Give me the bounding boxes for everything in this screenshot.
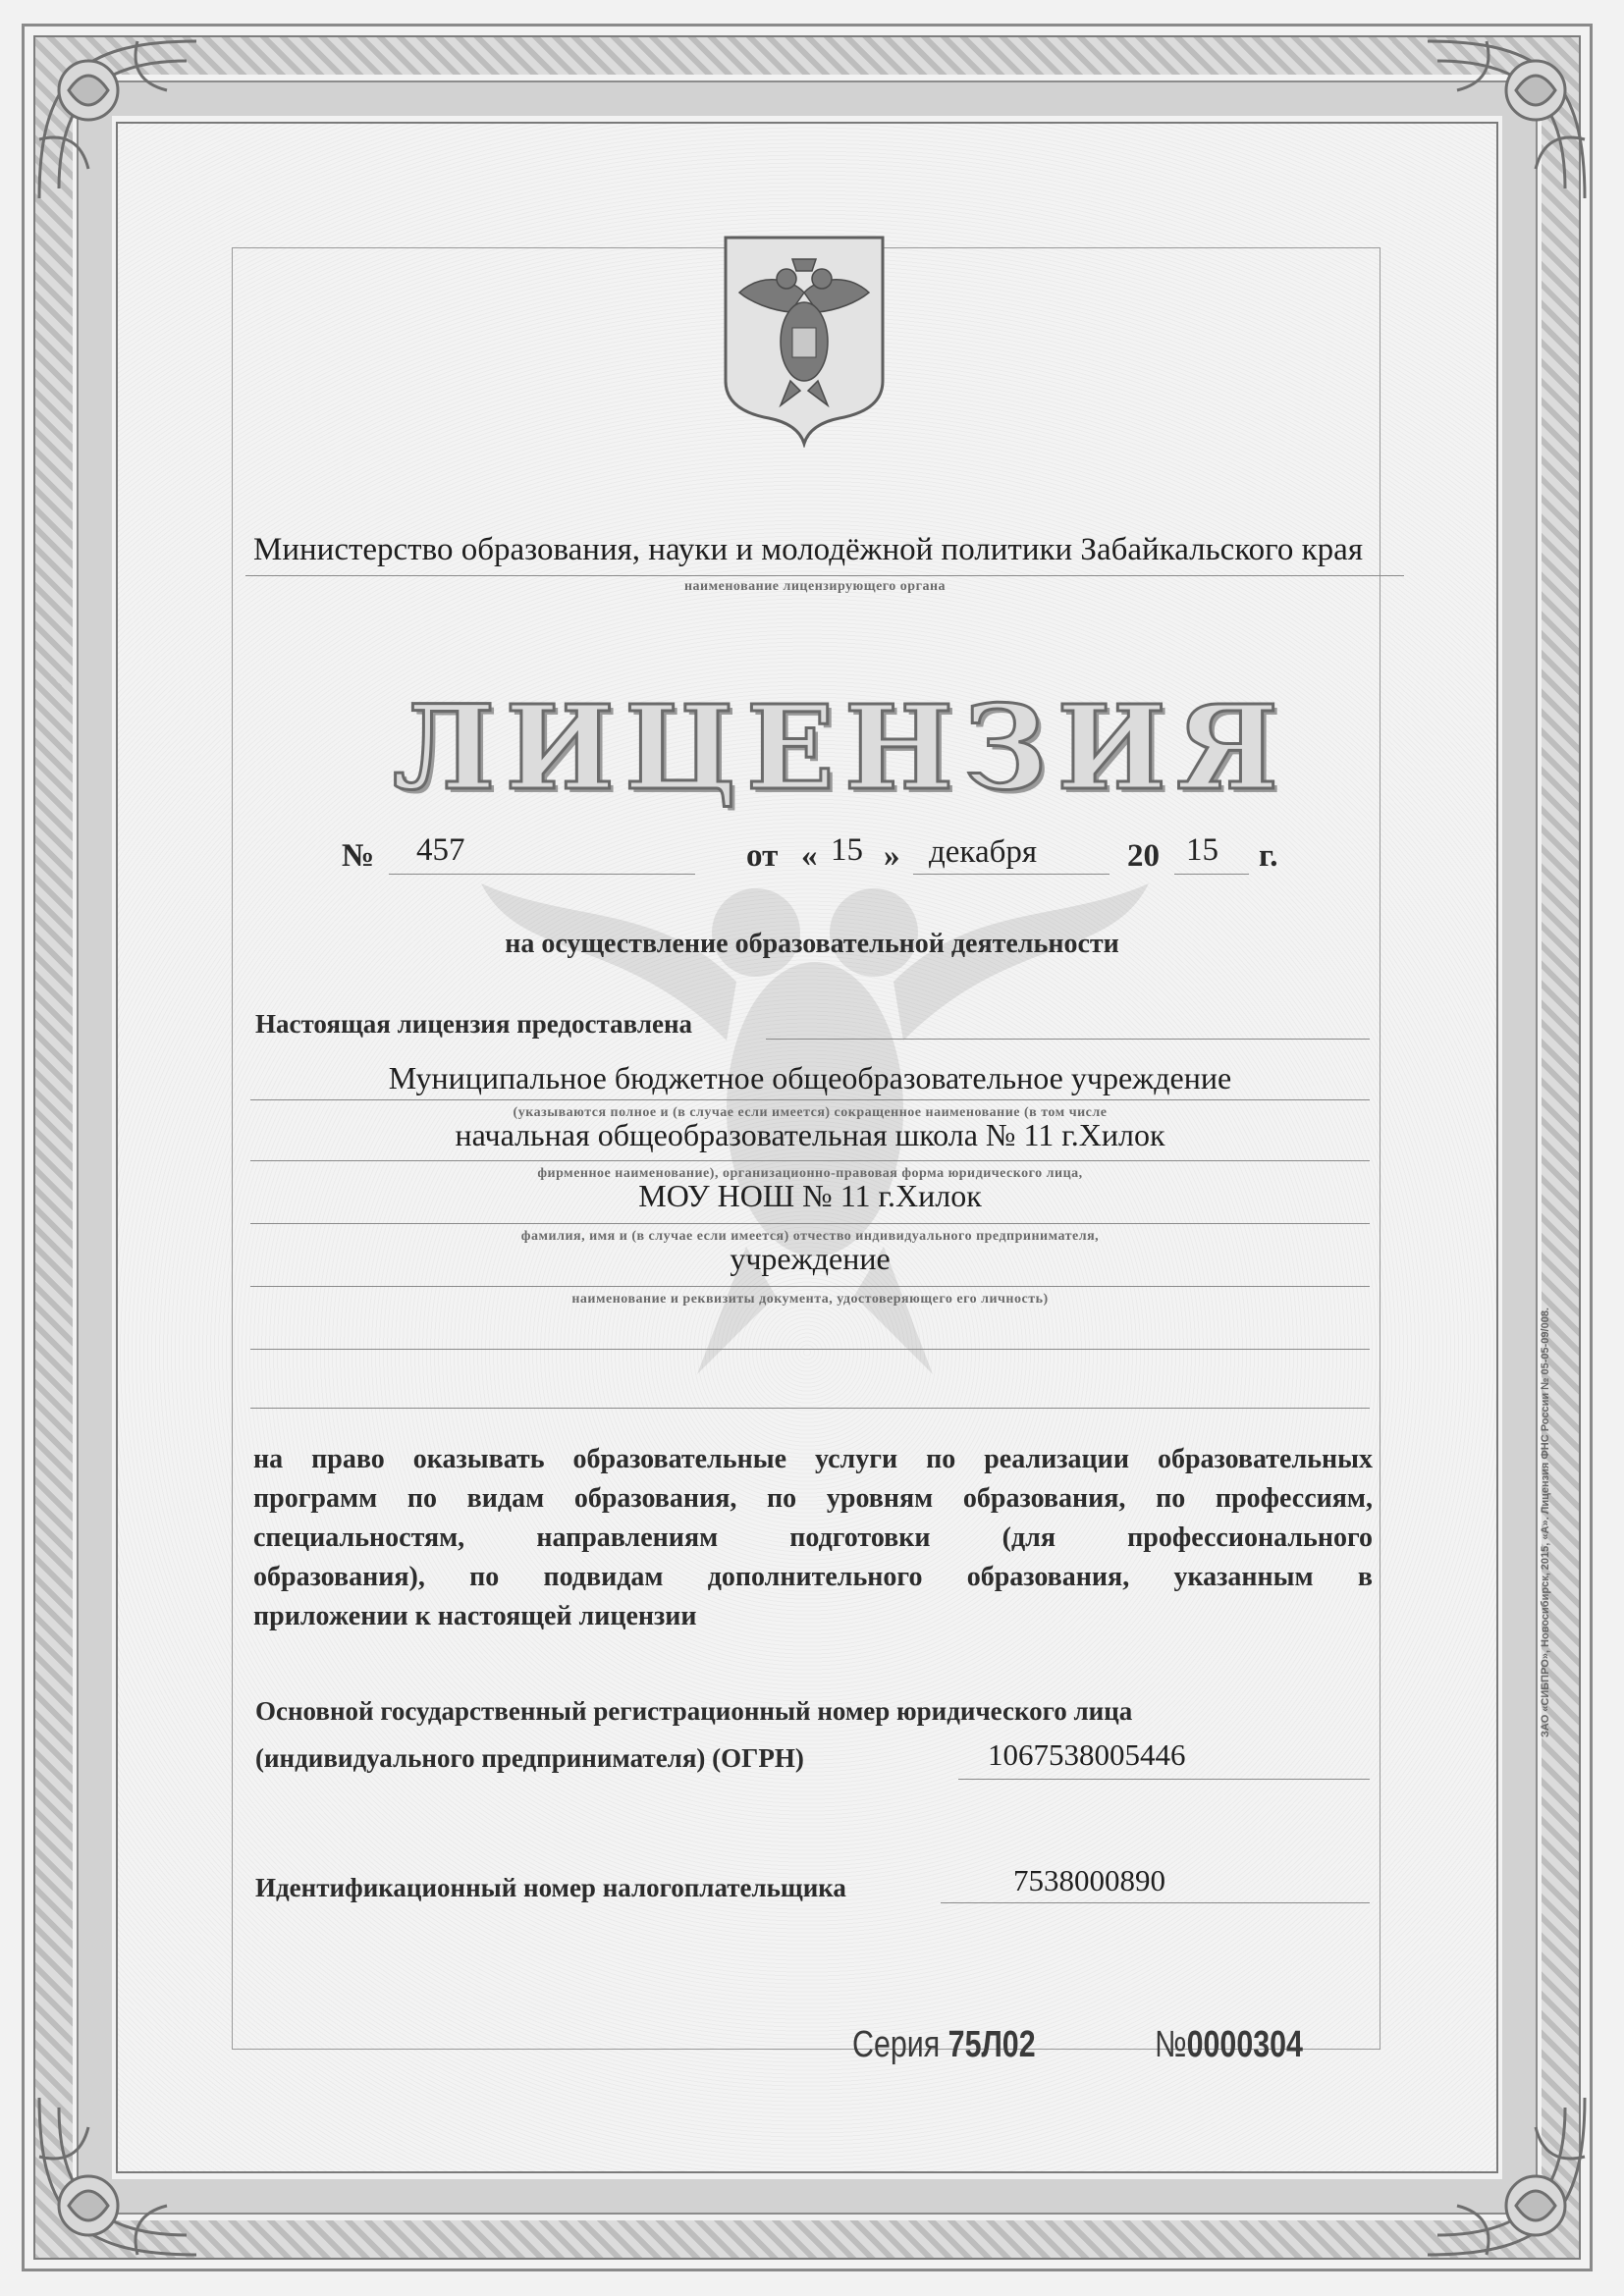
date-month: декабря [929,834,1038,870]
month-underline [913,874,1110,875]
document-title: ЛИЦЕНЗИЯ [393,679,1288,816]
rights-line: образования), по подвидам дополнительного образования, указанным в [253,1562,1373,1592]
license-number: 457 [416,832,465,868]
series-label: Серия [852,2024,941,2065]
number-underline [389,874,695,875]
holder-caption-3: фамилия, имя и (в случае если имеется) отчество индивидуального предпринимателя, [520,1229,1100,1244]
rule [250,1160,1370,1161]
rule [250,1286,1370,1287]
ogrn-value: 1067538005446 [988,1737,1186,1772]
rule [250,1408,1370,1409]
coat-of-arms-icon [722,234,887,448]
holder-line-2: начальная общеобразовательная школа № 11 г.Хилок [455,1117,1165,1152]
rule [958,1779,1370,1780]
serial-value: 0000304 [1186,2024,1303,2065]
holder-line-3: МОУ НОШ № 11 г.Хилок [638,1178,982,1213]
rule [250,1099,1370,1100]
ogrn-label-line-2: (индивидуального предпринимателя) (ОГРН) [255,1743,804,1773]
rights-line: приложении к настоящей лицензии [253,1601,697,1631]
corner-ornament-icon [20,22,216,218]
date-from-label: от [746,838,779,874]
corner-ornament-icon [20,2078,216,2274]
rule [250,1349,1370,1350]
date-day: 15 [831,832,863,868]
holder-caption-1: (указываются полное и (в случае если имеется) сокращенное наименование (в том числе [513,1105,1108,1120]
inn-label: Идентификационный номер налогоплательщика [255,1873,846,1902]
series-number [852,2024,1036,2066]
rights-line: на право оказывать образовательные услуги по реализации образовательных [253,1444,1373,1474]
quote-open: « [801,838,818,874]
serial-number [1155,2024,1303,2066]
year-prefix: 20 [1127,838,1160,874]
license-rights [253,1440,1373,1636]
license-purpose: на осуществление образовательной деятельности [505,929,1119,959]
corner-ornament-icon [1408,22,1604,218]
rule [250,1223,1370,1224]
holder-line-4: учреждение [730,1241,891,1276]
holder-caption-2: фирменное наименование), организационно-правовая форма юридического лица, [537,1166,1083,1181]
corner-ornament-icon [1408,2078,1604,2274]
year-suffix: 15 [1186,832,1218,868]
authority-underline [245,575,1404,576]
series-value: 75Л02 [947,2024,1036,2065]
authority-caption: наименование лицензирующего органа [683,579,947,594]
year-underline [1174,874,1249,875]
granted-label: Настоящая лицензия предоставлена [255,1009,693,1039]
rights-line: специальностям, направлениям подготовки (для профессионального [253,1522,1373,1553]
ogrn-label-line-1: Основной государственный регистрационный номер юридического лица [255,1696,1133,1726]
serial-label: № [1155,2024,1187,2065]
rights-line: программ по видам образования, по уровням образования, по профессиям, [253,1483,1373,1514]
number-label: № [342,838,375,874]
rule [766,1039,1370,1040]
holder-caption-4: наименование и реквизиты документа, удостоверяющего его личность) [571,1292,1049,1307]
holder-line-1: Муниципальное бюджетное общеобразовательное учреждение [388,1060,1232,1095]
inn-value: 7538000890 [1013,1863,1165,1897]
licensing-authority: Министерство образования, науки и молодёжной политики Забайкальского края [253,532,1364,567]
year-mark: г. [1259,838,1278,874]
quote-close: » [884,838,900,874]
printer-note: ЗАО «СИБПРО», Новосибирск, 2015, «А». Лицензия ФНС России № 05-05-09/008. [1540,1308,1551,1737]
rule [941,1902,1370,1903]
